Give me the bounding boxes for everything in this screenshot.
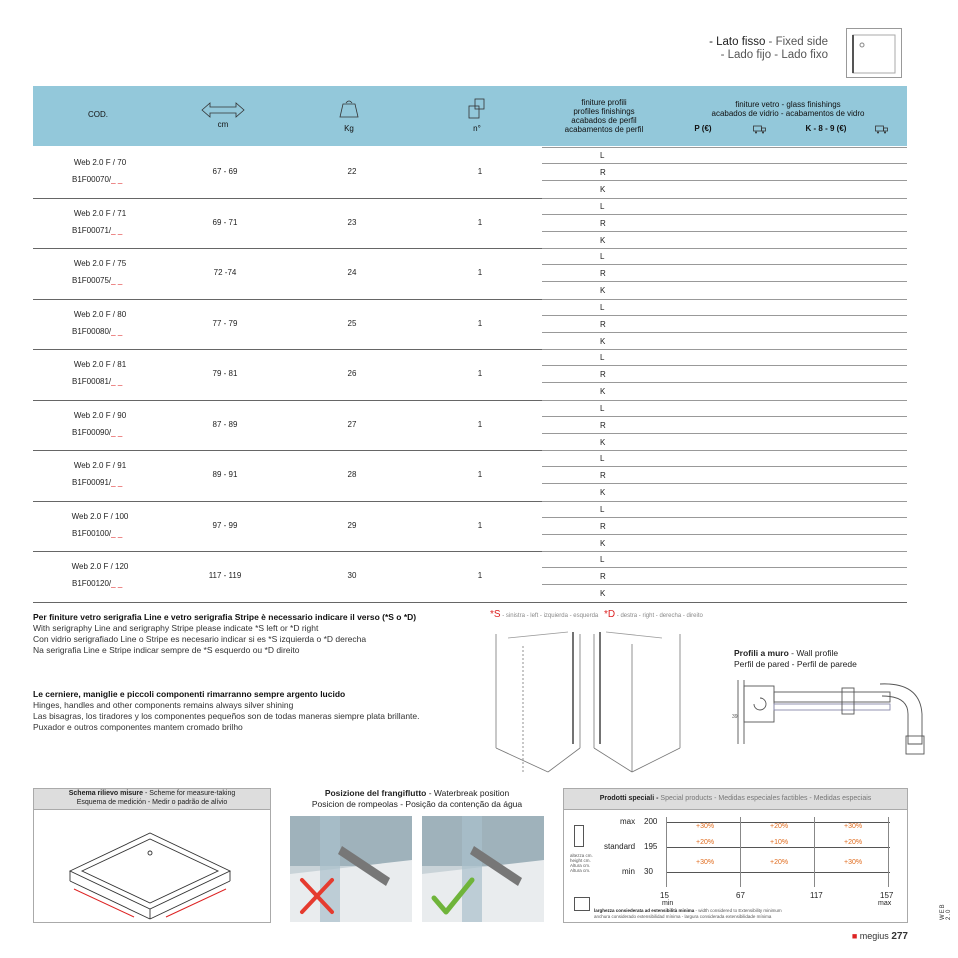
special-bold: Prodotti speciali -: [599, 795, 659, 802]
row-cm: 79 - 81: [212, 369, 238, 378]
finish-letter: K: [600, 185, 606, 194]
d-text: - destra - right - derecha - direito: [616, 613, 703, 619]
finish-divider: [542, 416, 907, 417]
finish-letter: R: [600, 420, 606, 430]
note1-es: Con vidrio serigrafiado Line o Stripe es necesario indicar si es *S izquierda o *D derecha: [33, 634, 367, 644]
width-note-bold: larghezza consiederata ad estensibilità minima: [594, 908, 695, 913]
finish-letter: K: [600, 538, 606, 548]
percent-value: +30%: [844, 823, 863, 830]
header-p: P (€): [694, 124, 712, 133]
row-code-base: B1F00091/: [72, 478, 112, 487]
glass-2: acabados de vidrio - acabamentos de vidro: [711, 109, 865, 118]
width-min: min: [662, 900, 674, 907]
header-glass: [693, 100, 883, 118]
row-kg: 29: [347, 520, 357, 530]
s-mark: *S: [490, 609, 501, 620]
row-code-base: B1F00071/: [72, 225, 112, 235]
row-code: [72, 226, 122, 235]
finish-letter: K: [600, 336, 606, 346]
row-name: Web 2.0 F / 91: [73, 461, 127, 470]
height-label-line: Altura cm.: [570, 868, 591, 873]
wall-profile-diagram: [730, 674, 930, 770]
width-note-rest: - width considered to Extensibility minimum: [694, 908, 782, 913]
finish-divider: [542, 214, 907, 215]
percent-value: +30%: [696, 859, 715, 866]
row-kg: 26: [347, 369, 357, 378]
row-name: Web 2.0 F / 75: [73, 259, 127, 268]
row-cm: 117 - 119: [208, 571, 242, 580]
tray-measure-diagram: [34, 809, 270, 922]
side-diagrams: [488, 624, 688, 774]
row-code: [72, 428, 122, 437]
row-n: 1: [477, 318, 483, 328]
width-value: 117: [810, 891, 823, 900]
row-cm: 87 - 89: [212, 419, 238, 429]
width-note-2: anchura considerado extensibilidad mínima - largura considerada extensibilidade mínima: [594, 914, 772, 919]
wall-profile-line2: Perfil de pared - Perfil de parede: [734, 659, 857, 669]
percent-value: +20%: [770, 823, 789, 830]
row-cm: 69 - 71: [212, 217, 238, 227]
row-name: Web 2.0 F / 100: [71, 511, 129, 521]
finish-divider: [542, 281, 907, 282]
side-left-label: [490, 609, 598, 620]
finish-divider: [542, 365, 907, 366]
note2-es: Las bisagras, los tiradores y los componentes pequeños son de todas maneras siempre plata brillante.: [33, 711, 420, 721]
row-code: [72, 377, 122, 386]
row-name: Web 2.0 F / 120: [71, 562, 129, 571]
fixed-side-thumbnail: [846, 28, 902, 78]
footer-brand: megius: [859, 931, 889, 941]
width-arrows-icon: [201, 102, 245, 118]
table-header: [33, 86, 907, 146]
label-standard: standard: [604, 842, 636, 851]
finish-letter: K: [600, 437, 606, 447]
note-serigraphy: [33, 612, 416, 656]
finish-letter: R: [600, 471, 606, 480]
header-line2: - Lado fijo - Lado fixo: [720, 49, 828, 61]
grid-vline: [666, 817, 667, 887]
finish-letter: L: [600, 454, 605, 463]
row-code: [72, 276, 122, 285]
row-code-suffix: _ _: [111, 175, 123, 184]
row-name: Web 2.0 F / 90: [73, 410, 127, 420]
label-min: min: [622, 867, 635, 876]
row-code-base: B1F00090/: [72, 427, 112, 437]
row-n: 1: [477, 470, 483, 479]
finish-letter: R: [600, 521, 606, 531]
weight-icon: [339, 98, 359, 118]
page-number: 277: [891, 931, 908, 942]
finish-letter: R: [600, 572, 606, 581]
percent-value: +20%: [696, 839, 715, 846]
row-kg: 24: [347, 268, 357, 277]
note1-pt: Na serigrafia Line e Stripe indicar sempre de *S esquerdo ou *D direito: [33, 645, 300, 655]
finish-divider: [542, 382, 907, 383]
measure-panel-body: [33, 809, 271, 923]
wall-profile-rest: - Wall profile: [788, 648, 839, 658]
row-cm: 67 - 69: [212, 167, 238, 176]
row-code-suffix: _ _: [111, 478, 123, 487]
grid-vline: [740, 817, 741, 887]
row-kg: 25: [347, 318, 357, 328]
row-name: Web 2.0 F / 81: [73, 360, 127, 369]
finish-letter: L: [600, 353, 605, 362]
side-tag: WEB 2.0: [940, 903, 952, 920]
waterbreak-line2: Posicion de rompeolas - Posição da contenção da água: [311, 799, 523, 809]
megius-logo-icon: ■: [851, 931, 858, 941]
row-n: 1: [477, 419, 483, 429]
finish-divider: [542, 198, 907, 199]
finish-letter: L: [600, 252, 605, 261]
finish-divider: [542, 264, 907, 265]
header-light: - Fixed side: [765, 36, 828, 48]
row-code-suffix: _ _: [111, 427, 123, 437]
profiles-it: finiture profili: [581, 98, 627, 107]
grid-line: [666, 847, 890, 848]
finish-letter: K: [600, 286, 606, 295]
finish-letter: R: [600, 319, 606, 329]
finish-divider: [542, 163, 907, 164]
row-name: Web 2.0 F / 71: [73, 208, 127, 218]
row-code-base: B1F00070/: [72, 175, 112, 184]
row-code-base: B1F00081/: [72, 377, 112, 386]
finish-divider: [542, 147, 907, 148]
header-cod: COD.: [88, 110, 108, 119]
label-max: max: [620, 817, 636, 826]
row-cm: 89 - 91: [212, 470, 238, 479]
row-n: 1: [477, 167, 483, 176]
finish-divider: [542, 433, 907, 434]
header-k: K - 8 - 9 (€): [805, 124, 847, 133]
measure-rest: - Scheme for measure-taking: [143, 790, 236, 797]
percent-value: +10%: [770, 839, 789, 846]
special-panel-header: [563, 788, 908, 810]
finish-divider: [542, 248, 907, 249]
height-value: 30: [644, 867, 653, 876]
row-code-base: B1F00100/: [72, 528, 112, 538]
note1-bold: Per finiture vetro serigrafia Line e vetro serigrafia Stripe è necessario indicare il verso (*S o *D): [33, 612, 417, 622]
row-kg: 28: [347, 470, 357, 479]
table-bottom-line: [33, 602, 907, 603]
row-n: 1: [477, 520, 483, 530]
width-value: 67: [736, 891, 745, 900]
header-cm: cm: [217, 120, 229, 129]
finish-divider: [542, 466, 907, 467]
left-shower-diagram: [496, 632, 580, 772]
header-profiles: [555, 98, 653, 134]
finish-letter: K: [600, 235, 606, 245]
waterbreak-wrong-image: [290, 816, 412, 922]
row-name: Web 2.0 F / 80: [73, 309, 127, 319]
finish-letter: L: [600, 302, 605, 312]
note2-bold: Le cerniere, maniglie e piccoli componenti rimarranno sempre argento lucido: [33, 689, 346, 699]
row-kg: 22: [347, 167, 357, 176]
row-cm: 72 -74: [213, 268, 237, 277]
profiles-pt: acabamentos de perfil: [564, 125, 644, 134]
finish-letter: L: [600, 555, 605, 564]
row-code: [72, 579, 122, 588]
finish-divider: [542, 450, 907, 451]
finish-letter: R: [600, 269, 606, 278]
finish-letter: L: [600, 504, 605, 514]
finish-divider: [542, 231, 907, 232]
percent-value: +30%: [696, 823, 715, 830]
waterbreak-correct-image: [422, 816, 544, 922]
waterbreak-caption: [290, 788, 544, 810]
row-code: [72, 478, 122, 487]
s-text: - sinistra - left - izquierda - esquerda: [502, 613, 599, 619]
finish-divider: [542, 501, 907, 502]
row-code-suffix: _ _: [111, 225, 123, 235]
grid-vline: [888, 817, 889, 887]
width-value: 15: [660, 891, 669, 900]
measure-line2: Esquema de medición - Medir o padrão de alívio: [76, 799, 228, 806]
row-cm: 77 - 79: [212, 318, 238, 328]
measure-panel-header: [33, 788, 271, 810]
delivery-truck-icon: [753, 125, 767, 134]
width-max: max: [878, 900, 892, 907]
row-name: Web 2.0 F / 70: [73, 158, 127, 167]
row-code-suffix: _ _: [111, 276, 123, 285]
finish-divider: [542, 483, 907, 484]
row-n: 1: [477, 369, 483, 378]
row-n: 1: [477, 217, 483, 227]
glass-1: finiture vetro - glass finishings: [735, 100, 841, 109]
finish-letter: R: [600, 218, 606, 228]
finish-divider: [542, 349, 907, 350]
right-shower-diagram: [594, 632, 680, 772]
header-n: n°: [473, 124, 481, 133]
percent-value: +20%: [844, 839, 863, 846]
finish-letter: L: [600, 403, 605, 413]
row-code-base: B1F00120/: [72, 579, 112, 588]
profiles-es: acabados de perfil: [571, 116, 637, 125]
waterbreak-rest: - Waterbreak position: [426, 788, 510, 798]
height-label-line: altezza cm.: [570, 853, 593, 858]
note-components: [33, 689, 420, 733]
percent-value: +20%: [770, 859, 789, 866]
d-mark: *D: [604, 609, 616, 620]
header-kg: Kg: [344, 124, 354, 133]
height-label-line: height cm.: [570, 858, 591, 863]
row-code-suffix: _ _: [111, 528, 123, 538]
finish-divider: [542, 299, 907, 300]
height-value: 200: [644, 817, 658, 826]
row-kg: 23: [347, 217, 357, 227]
header-bold: - Lato fisso: [709, 36, 766, 48]
finish-divider: [542, 517, 907, 518]
row-cm: 97 - 99: [212, 520, 238, 530]
page-header: [709, 36, 828, 62]
finish-divider: [542, 400, 907, 401]
height-label-line: Altura cm.: [570, 863, 591, 868]
special-rest: Special products - Medidas especiales factibles - Medidas especiais: [658, 795, 872, 802]
finish-letter: K: [600, 387, 606, 396]
finish-letter: R: [600, 168, 606, 177]
finish-divider: [542, 315, 907, 316]
row-n: 1: [477, 571, 483, 580]
height-label: [570, 853, 593, 873]
wall-profile-bold: Profili a muro: [734, 648, 789, 658]
row-kg: 27: [347, 419, 357, 429]
width-value: 157: [880, 891, 894, 900]
profiles-en: profiles finishings: [573, 107, 635, 116]
finish-divider: [542, 534, 907, 535]
row-code: [72, 175, 122, 184]
finish-divider: [542, 551, 907, 552]
row-code: [72, 327, 122, 336]
row-code-base: B1F00080/: [72, 326, 112, 336]
row-kg: 30: [347, 571, 357, 580]
fixed-side-icon: [847, 29, 901, 77]
row-code: [72, 529, 122, 538]
percent-value: +30%: [844, 859, 863, 866]
wall-profile-dim: 39: [732, 714, 738, 720]
note2-pt: Puxador e outros componentes mantem cromado brilho: [33, 722, 243, 732]
row-n: 1: [477, 268, 483, 277]
finish-letter: L: [600, 201, 605, 211]
row-code-base: B1F00075/: [72, 276, 112, 285]
finish-divider: [542, 180, 907, 181]
delivery-truck-icon: [875, 125, 889, 134]
grid-vline: [814, 817, 815, 887]
height-icon: [574, 825, 584, 847]
waterbreak-bold: Posizione del frangiflutto: [324, 788, 427, 798]
finish-divider: [542, 332, 907, 333]
row-code-suffix: _ _: [111, 579, 123, 588]
special-panel-body: [563, 809, 908, 923]
note1-en: With serigraphy Line and serigraphy Stripe please indicate *S left or *D right: [33, 623, 319, 633]
measure-bold: Schema rilievo misure: [68, 790, 144, 797]
finish-divider: [542, 567, 907, 568]
wall-profile-caption: [734, 648, 857, 670]
width-icon: [574, 897, 590, 911]
row-code-suffix: _ _: [111, 326, 123, 336]
side-right-label: [604, 609, 703, 620]
note2-en: Hinges, handles and other components remains always silver shining: [33, 700, 294, 710]
height-value: 195: [644, 842, 658, 851]
finish-letter: R: [600, 370, 606, 379]
row-code-suffix: _ _: [111, 377, 123, 386]
footer: [852, 931, 908, 942]
grid-line: [666, 872, 890, 873]
finish-letter: L: [600, 151, 605, 160]
finish-letter: K: [600, 488, 606, 497]
package-icon: [468, 98, 486, 120]
finish-divider: [542, 584, 907, 585]
finish-letter: K: [600, 589, 606, 598]
width-note: [594, 908, 782, 913]
